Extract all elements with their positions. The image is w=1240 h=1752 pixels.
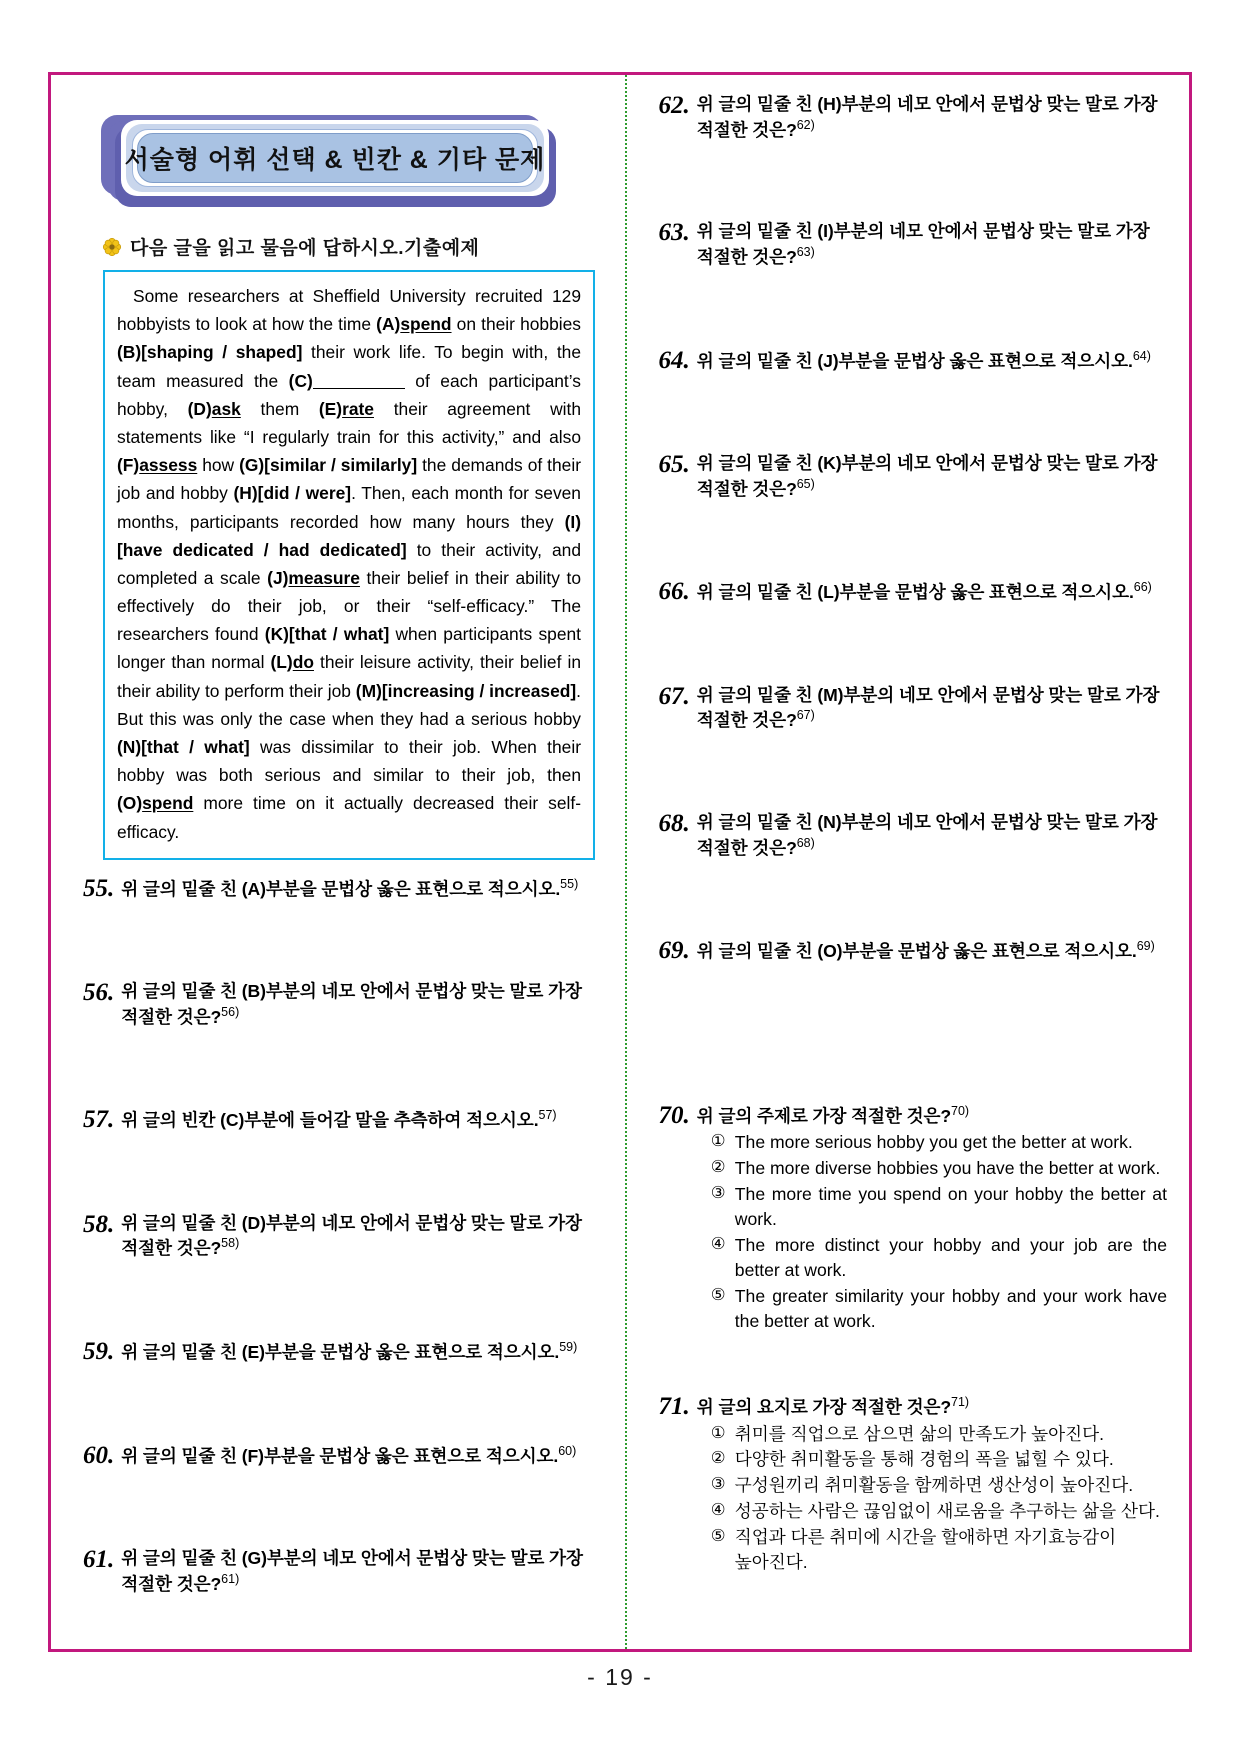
- choice-text: 다양한 취미활동을 통해 경험의 폭을 넓힐 수 있다.: [734, 1449, 1114, 1470]
- question-slot: [73, 1339, 603, 1443]
- choice-text: 성공하는 사람은 끊임없이 새로움을 추구하는 삶을 산다.: [734, 1501, 1160, 1522]
- question-prompt: [697, 811, 1167, 860]
- question-footnote-ref: 65): [796, 476, 815, 491]
- passage-span: more time on it actually decreased their self-efficacy.: [117, 793, 581, 842]
- question-56[interactable]: [83, 980, 603, 1029]
- choice-marker: ①: [710, 1423, 726, 1442]
- choice-marker: ⑤: [710, 1527, 726, 1546]
- choice-text: The more time you spend on your hobby the better at work.: [734, 1184, 1167, 1230]
- passage-span: how: [197, 455, 240, 476]
- question-slot: [73, 1107, 603, 1211]
- choice-marker: ①: [710, 1132, 726, 1151]
- answer-space: [649, 374, 1167, 452]
- question-prompt-text: 위 글의 밑줄 친 (J)부분을 문법상 옳은 표현으로 적으시오.: [696, 350, 1133, 371]
- answer-space: [73, 1469, 603, 1547]
- passage-span: them: [240, 398, 319, 419]
- question-number: 69.: [658, 937, 690, 965]
- passage-span: to their activity, and completed a scale: [117, 539, 581, 588]
- question-number: 55.: [83, 874, 115, 902]
- question-footnote-ref: 62): [796, 117, 815, 132]
- question-70[interactable]: [659, 1103, 1167, 1334]
- question-prompt-text: 위 글의 밑줄 친 (K)부분의 네모 안에서 문법상 맞는 말로 가장 적절한 것은?: [696, 452, 1158, 499]
- question-65[interactable]: [659, 452, 1167, 501]
- question-number: 57.: [83, 1106, 115, 1134]
- question-footnote-ref: 58): [221, 1236, 240, 1251]
- question-number: 61.: [83, 1546, 115, 1574]
- question-prompt: [121, 980, 602, 1029]
- instruction-row: [103, 233, 603, 260]
- question-70-prompt: 위 글의 주제로 가장 적절한 것은?$^{70)}$: [696, 1103, 970, 1126]
- question-slot: [73, 1547, 603, 1674]
- question-slot: [73, 980, 603, 1107]
- passage-span: the demands of their job and hobby: [117, 455, 581, 504]
- question-63[interactable]: [659, 220, 1167, 269]
- choice-text: 구성원끼리 취미활동을 함께하면 생산성이 높아진다.: [734, 1475, 1134, 1496]
- question-slot: [649, 579, 1167, 683]
- choice-text: 직업과 다른 취미에 시간을 할애하면 자기효능감이 높아진다.: [734, 1527, 1117, 1573]
- passage-bold-marker: (K)[that / what]: [264, 624, 390, 645]
- question-prompt: [121, 1547, 602, 1596]
- passage-bold-marker: (A): [376, 314, 401, 335]
- question-61[interactable]: [83, 1547, 603, 1596]
- question-number: 59.: [83, 1337, 115, 1365]
- choice-text: The greater similarity your hobby and your work have the better at work.: [734, 1285, 1167, 1331]
- answer-space: [649, 860, 1167, 938]
- question-footnote-ref: 55): [560, 876, 579, 891]
- question-60[interactable]: [83, 1443, 603, 1469]
- question-prompt: [697, 579, 1167, 605]
- two-column-layout: [51, 75, 1189, 1649]
- page-number: - 19 -: [587, 1664, 653, 1690]
- question-prompt: [697, 938, 1167, 964]
- passage-bold-marker: (H)[did / were]: [233, 483, 352, 504]
- passage-bold-marker: (D): [187, 398, 212, 419]
- question-67[interactable]: [659, 684, 1167, 733]
- choice-option[interactable]: [711, 1422, 1167, 1447]
- passage-underlined-word: assess: [139, 455, 198, 476]
- question-57[interactable]: [83, 1107, 603, 1133]
- question-70-choices: [711, 1130, 1167, 1334]
- question-prompt-text: 위 글의 밑줄 친 (N)부분의 네모 안에서 문법상 맞는 말로 가장 적절한 것은?: [696, 811, 1158, 858]
- passage-bold-marker: (M)[increasing / increased]: [355, 680, 577, 701]
- question-number: 67.: [658, 682, 690, 710]
- answer-space: [73, 1134, 603, 1212]
- passage-span: . But this was only the case when they had a serious hobby: [117, 680, 581, 729]
- left-column: [51, 75, 625, 1649]
- question-prompt-text: 위 글의 밑줄 친 (H)부분의 네모 안에서 문법상 맞는 말로 가장 적절한 것은?: [696, 94, 1158, 140]
- question-62[interactable]: [659, 93, 1167, 142]
- passage-span: when participants spent longer than normal: [117, 624, 581, 673]
- choice-marker: ⑤: [710, 1285, 726, 1304]
- answer-space: [73, 902, 603, 980]
- question-footnote-ref: 56): [221, 1004, 240, 1019]
- choice-text: 취미를 직업으로 삼으면 삶의 만족도가 높아진다.: [734, 1423, 1105, 1444]
- question-footnote-ref: 68): [796, 835, 815, 850]
- question-71-prompt: 위 글의 요지로 가장 적절한 것은?$^{71)}$: [696, 1394, 970, 1417]
- choice-option[interactable]: [711, 1447, 1167, 1472]
- question-number: 64.: [658, 346, 690, 374]
- question-slot: [73, 1443, 603, 1547]
- question-prompt-text: 위 글의 밑줄 친 (E)부분을 문법상 옳은 표현으로 적으시오.: [121, 1341, 560, 1362]
- question-71-choices: [711, 1422, 1167, 1576]
- passage-blank-C: [313, 388, 405, 389]
- question-slot: [649, 220, 1167, 347]
- instruction-text: 다음 글을 읽고 물음에 답하시오.기출예제: [130, 238, 480, 259]
- question-prompt: [121, 876, 602, 902]
- passage-bold-marker: (L): [270, 652, 293, 673]
- choice-marker: ③: [710, 1475, 726, 1494]
- question-number: 58.: [83, 1210, 115, 1238]
- question-slot: [649, 348, 1167, 452]
- passage-bold-marker: (F): [117, 455, 140, 476]
- question-71[interactable]: [659, 1394, 1167, 1575]
- question-66[interactable]: [659, 579, 1167, 605]
- flower-icon: [103, 238, 121, 256]
- question-prompt-text: 위 글의 밑줄 친 (G)부분의 네모 안에서 문법상 맞는 말로 가장 적절한 것은?: [121, 1548, 583, 1595]
- question-prompt: [121, 1212, 602, 1261]
- left-question-list: [73, 876, 603, 1675]
- choice-marker: ②: [710, 1449, 726, 1468]
- question-prompt-text: 위 글의 밑줄 친 (I)부분의 네모 안에서 문법상 맞는 말로 가장 적절한 것은?: [696, 221, 1150, 267]
- question-59[interactable]: [83, 1339, 603, 1365]
- passage-span: Some researchers at Sheffield University recruited 129 hobbyists to look at how the time: [117, 286, 581, 335]
- answer-space: [649, 606, 1167, 684]
- choice-option[interactable]: [711, 1499, 1167, 1524]
- answer-space: [73, 1029, 603, 1107]
- passage-bold-marker: (C): [288, 370, 313, 391]
- question-footnote-ref: 61): [221, 1572, 240, 1587]
- question-footnote-ref: 64): [1132, 348, 1151, 363]
- question-55[interactable]: [83, 876, 603, 902]
- reading-passage-text: [117, 282, 581, 846]
- question-68[interactable]: [659, 811, 1167, 860]
- choice-marker: ②: [710, 1158, 726, 1177]
- passage-underlined-word: measure: [288, 567, 360, 588]
- choice-option[interactable]: [711, 1130, 1167, 1155]
- question-footnote-ref: 60): [558, 1444, 577, 1459]
- passage-span: their agreement with statements like “I regularly train for this activity,” and also: [117, 398, 581, 447]
- passage-span: their belief in their ability to effectively do their job, or their “self-efficacy.” The researchers found: [117, 567, 581, 645]
- passage-span: their leisure activity, their belief in their ability to perform their job: [117, 652, 581, 701]
- question-prompt-text: 위 글의 밑줄 친 (D)부분의 네모 안에서 문법상 맞는 말로 가장 적절한 것은?: [121, 1212, 582, 1259]
- question-prompt: [697, 348, 1167, 374]
- passage-bold-marker: (I)[have dedicated / had dedicated]: [117, 511, 581, 560]
- question-number: 66.: [658, 578, 690, 606]
- question-footnote-ref: 67): [796, 708, 815, 723]
- question-footnote-ref: 63): [796, 245, 815, 260]
- reading-passage-box: [103, 270, 595, 860]
- answer-space: [649, 270, 1167, 348]
- question-slot: [649, 811, 1167, 938]
- question-prompt: [121, 1443, 602, 1469]
- question-slot: [649, 93, 1167, 220]
- banner-title-text: 서술형 어휘 선택 & 빈칸 & 기타 문제: [124, 146, 546, 174]
- answer-space: [73, 1365, 603, 1443]
- choice-option[interactable]: [711, 1284, 1167, 1334]
- passage-underlined-word: rate: [342, 398, 374, 419]
- passage-span: on their hobbies: [451, 314, 581, 335]
- question-64[interactable]: [659, 348, 1167, 374]
- question-71-number: 71.: [658, 1392, 690, 1420]
- question-prompt-text: 위 글의 밑줄 친 (L)부분을 문법상 옳은 표현으로 적으시오.: [696, 582, 1134, 603]
- question-number: 68.: [658, 809, 690, 837]
- choice-option[interactable]: [711, 1525, 1167, 1575]
- question-footnote-ref: 59): [559, 1339, 578, 1354]
- question-slot: [649, 452, 1167, 579]
- question-number: 60.: [83, 1442, 115, 1470]
- passage-underlined-word: ask: [211, 398, 241, 419]
- question-number: 63.: [658, 219, 690, 247]
- passage-bold-marker: (J): [267, 567, 289, 588]
- passage-bold-marker: (O): [117, 793, 143, 814]
- answer-space: [73, 1261, 603, 1339]
- choice-text: The more serious hobby you get the better at work.: [734, 1132, 1133, 1153]
- choice-option[interactable]: [711, 1233, 1167, 1283]
- passage-bold-marker: (N)[that / what]: [117, 737, 250, 757]
- question-prompt: [121, 1339, 602, 1365]
- question-prompt: [697, 220, 1167, 269]
- question-prompt-text: 위 글의 밑줄 친 (B)부분의 네모 안에서 문법상 맞는 말로 가장 적절한 것은?: [121, 981, 582, 1027]
- passage-span: was dissimilar to their job. When their hobby was both serious and similar to their job, then: [117, 737, 581, 786]
- banner-fill: [124, 133, 546, 183]
- question-slot: [649, 684, 1167, 811]
- answer-space: [649, 965, 1167, 1043]
- question-prompt-text: 위 글의 밑줄 친 (M)부분의 네모 안에서 문법상 맞는 말로 가장 적절한 것은?: [696, 684, 1160, 731]
- question-footnote-ref: 57): [538, 1108, 557, 1123]
- choice-option[interactable]: [711, 1156, 1167, 1181]
- worksheet-title-banner: [101, 115, 556, 207]
- question-number: 65.: [658, 450, 690, 478]
- choice-text: The more distinct your hobby and your job are the better at work.: [734, 1235, 1167, 1280]
- question-number: 62.: [658, 92, 690, 119]
- page-frame: [48, 72, 1192, 1652]
- right-question-list: [649, 93, 1167, 1043]
- choice-marker: ④: [710, 1501, 726, 1520]
- question-prompt-text: 위 글의 밑줄 친 (F)부분을 문법상 옳은 표현으로 적으시오.: [121, 1446, 559, 1467]
- question-slot: [649, 938, 1167, 1042]
- choice-option[interactable]: [711, 1473, 1167, 1498]
- choice-option[interactable]: [711, 1182, 1167, 1232]
- question-prompt: [697, 452, 1167, 501]
- passage-bold-marker: (B)[shaping / shaped]: [117, 342, 303, 363]
- choice-marker: ④: [710, 1235, 726, 1254]
- passage-span: of each participant’s hobby,: [117, 370, 581, 419]
- question-prompt-text: 위 글의 빈칸 (C)부분에 들어갈 말을 추측하여 적으시오.: [121, 1110, 539, 1131]
- passage-span: their work life. To begin with, the team measured the: [117, 342, 581, 391]
- question-prompt: [697, 93, 1167, 142]
- question-number: 56.: [83, 979, 115, 1006]
- choice-marker: ③: [710, 1184, 726, 1203]
- passage-underlined-word: do: [292, 652, 314, 673]
- question-footnote-ref: 69): [1136, 939, 1155, 954]
- passage-span: . Then, each month for seven months, participants recorded how many hours they: [117, 483, 581, 532]
- question-prompt: [697, 684, 1167, 733]
- question-slot: [73, 1212, 603, 1339]
- right-column: [625, 75, 1189, 1649]
- question-prompt-text: 위 글의 밑줄 친 (A)부분을 문법상 옳은 표현으로 적으시오.: [121, 878, 561, 899]
- choice-text: The more diverse hobbies you have the better at work.: [734, 1158, 1161, 1179]
- question-58[interactable]: [83, 1212, 603, 1261]
- passage-underlined-word: spend: [400, 314, 452, 335]
- passage-bold-marker: (E): [318, 398, 343, 419]
- question-slot: [73, 876, 603, 980]
- question-footnote-ref: 66): [1133, 580, 1152, 595]
- passage-underlined-word: spend: [142, 793, 194, 814]
- question-69[interactable]: [659, 938, 1167, 964]
- question-prompt-text: 위 글의 밑줄 친 (O)부분을 문법상 옳은 표현으로 적으시오.: [696, 941, 1137, 962]
- passage-bold-marker: (G)[similar / similarly]: [239, 455, 418, 476]
- answer-space: [649, 501, 1167, 579]
- question-prompt: [121, 1107, 602, 1133]
- question-70-number: 70.: [658, 1101, 690, 1129]
- answer-space: [649, 142, 1167, 220]
- answer-space: [649, 733, 1167, 811]
